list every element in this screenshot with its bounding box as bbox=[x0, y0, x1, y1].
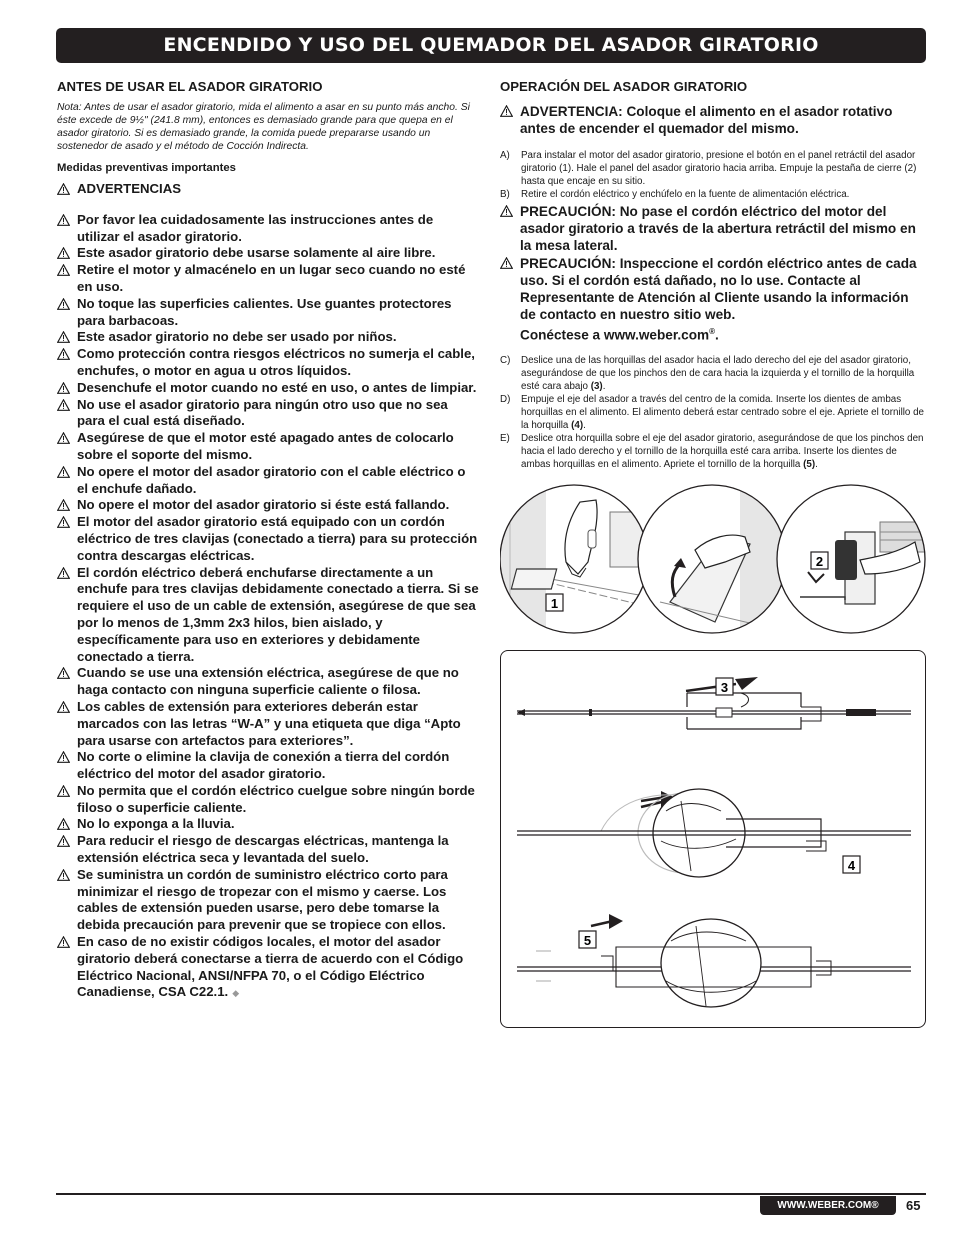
warning-item bbox=[57, 296, 479, 330]
caution-cord-routing-text: PRECAUCIÓN: No pase el cordón eléctrico del motor del asador giratorio a través de la abertura retráctil del mismo en la mesa lateral. bbox=[520, 204, 916, 253]
warning-item bbox=[57, 699, 479, 749]
warning-triangle-icon bbox=[57, 264, 70, 276]
warning-triangle-icon bbox=[57, 348, 70, 360]
callout-ref: (3) bbox=[590, 380, 603, 392]
warning-triangle-icon bbox=[57, 835, 70, 847]
step-a-text: Para instalar el motor del asador giratorio, presione el botón en el panel retráctil del asador giratorio (1). Hale el panel del asador giratorio hacia arriba. Empuje la pestaña de cierre (2) hasta que encaje en su sitio. bbox=[521, 150, 917, 187]
warning-triangle-icon bbox=[57, 751, 70, 763]
step-a bbox=[500, 149, 926, 188]
caution-cord-routing bbox=[500, 203, 926, 254]
page-title: ENCENDIDO Y USO DEL QUEMADOR DEL ASADOR GIRATORIO bbox=[56, 28, 926, 63]
spit-forks-illustration bbox=[500, 650, 926, 1028]
warning-item-text: En caso de no existir códigos locales, el motor del asador giratorio deberá conectarse a tierra de acuerdo con el Código Eléctrico Nacional, ANSI/NFPA 70, o el Código Eléctrico Canadiense, CSA C22.1. bbox=[77, 934, 464, 1000]
warning-triangle-icon bbox=[57, 214, 70, 226]
warning-triangle-icon bbox=[500, 205, 513, 217]
step-d bbox=[500, 393, 926, 432]
warning-item-text: No permita que el cordón eléctrico cuelgue sobre ningún borde filoso o superficie caliente. bbox=[77, 782, 475, 815]
warning-triangle-icon bbox=[57, 466, 70, 478]
warning-item bbox=[57, 867, 479, 934]
warning-item-text: No opere el motor del asador giratorio si éste está fallando. bbox=[77, 497, 450, 513]
warning-item-text: No use el asador giratorio para ningún otro uso que no sea para el cual está diseñado. bbox=[77, 396, 448, 429]
warning-item bbox=[57, 346, 479, 380]
step-letter: C) bbox=[500, 354, 511, 366]
weber-website-link[interactable]: Conéctese a www.weber.com bbox=[520, 327, 710, 343]
page-number: 65 bbox=[906, 1198, 921, 1213]
section-title-operation: OPERACIÓN DEL ASADOR GIRATORIO bbox=[500, 79, 748, 94]
warning-item bbox=[57, 212, 479, 246]
step-c-text: Deslice una de las horquillas del asador hacia el lado derecho del eje del asador giratorio, asegurándose de que los pinchos den de cara hacia la izquierda y el tornillo de la horquilla esté cara abajo bbox=[521, 354, 915, 392]
warning-item-text: No lo exponga a la lluvia. bbox=[77, 816, 235, 832]
warning-item-text: Los cables de extensión para exteriores deberán estar marcados con las letras “W-A” y una etiqueta que diga “Apto para usarse con artefactos para exteriores”. bbox=[77, 698, 461, 748]
warning-item bbox=[57, 397, 479, 431]
step-e-text: Deslice otra horquilla sobre el eje del asador giratorio, asegurándose de que los pinchos den hacia el lado derecho y el tornillo de la horquilla esté cara arriba. Inserte los dientes de ambas horquillas en el alimento. Apriete el tornillo de la horquilla bbox=[521, 432, 924, 470]
warning-item bbox=[57, 665, 479, 699]
warning-triangle-icon bbox=[57, 247, 70, 259]
warning-triangle-icon bbox=[57, 667, 70, 679]
warning-item bbox=[57, 783, 479, 817]
warning-item bbox=[57, 464, 479, 498]
warning-item-text: Desenchufe el motor cuando no esté en uso, o antes de limpiar. bbox=[77, 379, 477, 395]
warnings-heading-text: ADVERTENCIAS bbox=[77, 181, 182, 196]
fork-on-spit-detail bbox=[517, 677, 911, 729]
period: . bbox=[715, 327, 719, 343]
warning-item-text: Este asador giratorio debe usarse solamente al aire libre. bbox=[77, 245, 436, 261]
warning-triangle-icon bbox=[57, 298, 70, 310]
warning-triangle-icon bbox=[57, 331, 70, 343]
food-on-spit-detail bbox=[517, 789, 911, 877]
second-fork-detail bbox=[517, 914, 911, 1007]
warning-item-text: Asegúrese de que el motor esté apagado antes de colocarlo sobre el soporte del mismo. bbox=[77, 430, 454, 462]
warning-item-text: No corte o elimine la clavija de conexión a tierra del cordón eléctrico del motor del asador giratorio. bbox=[77, 749, 450, 782]
step-d-text: Empuje el eje del asador a través del centro de la comida. Inserte los dientes de ambas horquillas en el alimento. El alimento deberá estar centrado sobre el eje. Apriete el tornillo de la horquilla bbox=[521, 393, 924, 431]
preventive-measures-heading: Medidas preventivas importantes bbox=[57, 162, 236, 174]
warning-item bbox=[57, 262, 479, 296]
right-column bbox=[500, 79, 926, 471]
warning-item-text: Como protección contra riesgos eléctricos no sumerja el cable, enchufes, o motor en agua u otros líquidos. bbox=[77, 346, 475, 378]
warning-triangle-icon bbox=[500, 257, 513, 269]
warning-item-text: Retire el motor y almacénelo en un lugar seco cuando no esté en uso. bbox=[77, 262, 466, 294]
footer-rule bbox=[56, 1193, 926, 1195]
warning-item-text: No toque las superficies calientes. Use guantes protectores para barbacoas. bbox=[77, 295, 452, 328]
warning-triangle-icon bbox=[57, 567, 70, 579]
warning-triangle-icon bbox=[500, 105, 513, 117]
warning-item-text: El cordón eléctrico deberá enchufarse directamente a un enchufe para tres clavijas debidamente conectado a tierra. Si se requiere el uso de un cable de extensión, asegúrese de que sea por lo menos de 1,3mm 2x3 hilos, bien aislado, y específicamente para uso en exteriores y debidamente conectado a tierra. bbox=[77, 564, 479, 664]
warning-triangle-icon bbox=[57, 516, 70, 528]
warning-triangle-icon bbox=[57, 701, 70, 713]
warning-item bbox=[57, 514, 479, 564]
warning-food-first-text: ADVERTENCIA: Coloque el alimento en el asador rotativo antes de encender el quemador del mismo. bbox=[520, 104, 893, 136]
step-b bbox=[500, 188, 926, 201]
registered-mark: ® bbox=[709, 327, 716, 336]
caution-cord-inspect-text: PRECAUCIÓN: Inspeccione el cordón eléctrico antes de cada uso. Si el cordón está dañado, no lo use. Contacte al Representante de Atención al Cliente usando la información de contacto en nuestro sitio web. bbox=[520, 256, 917, 322]
step-e bbox=[500, 432, 926, 471]
warnings-heading bbox=[57, 181, 479, 198]
end-of-section-diamond-icon: ◆ bbox=[232, 988, 240, 999]
step-letter: E) bbox=[500, 432, 510, 444]
callout-2: 2 bbox=[815, 554, 824, 569]
warning-item bbox=[57, 816, 479, 833]
warning-triangle-icon bbox=[57, 499, 70, 511]
warning-item-text: No opere el motor del asador giratorio con el cable eléctrico o el enchufe dañado. bbox=[77, 463, 466, 496]
callout-ref: (5) bbox=[803, 458, 816, 470]
section-title-before-use: ANTES DE USAR EL ASADOR GIRATORIO bbox=[57, 79, 323, 94]
spit-forks-drawing bbox=[501, 651, 926, 1028]
warning-triangle-icon bbox=[57, 869, 70, 881]
step-b-text: Retire el cordón eléctrico y enchúfelo en la fuente de alimentación eléctrica. bbox=[521, 189, 850, 200]
warning-item bbox=[57, 934, 479, 1002]
measurement-note: Nota: Antes de usar el asador giratorio, mida el alimento a asar en su punto más ancho. Si éste excede de 9½" (241.8 mm), entonces es demasiado grande para que quepa en el asador giratorio. Si es demasiado grande, la comida puede prepararse usando un sostenedor de asado y el método de Cocción Indirecta. bbox=[57, 102, 470, 152]
callout-1: 1 bbox=[550, 596, 559, 611]
warning-item-text: Por favor lea cuidadosamente las instrucciones antes de utilizar el asador giratorio. bbox=[77, 211, 434, 244]
warning-triangle-icon bbox=[57, 399, 70, 411]
warning-item bbox=[57, 329, 479, 346]
warning-triangle-icon bbox=[57, 432, 70, 444]
callout-5: 5 bbox=[583, 933, 592, 948]
step-letter: D) bbox=[500, 393, 511, 405]
left-column bbox=[57, 79, 479, 1002]
warning-item-text: Se suministra un cordón de suministro eléctrico corto para minimizar el riesgo de tropezar con el mismo y caerse. Los cables de extensión pueden usarse, pero debe tomarse la debida precaución para prevenir que se tropiece con ellos. bbox=[77, 866, 448, 933]
warning-item-text: El motor del asador giratorio está equipado con un cordón eléctrico de tres clavijas (conectado a tierra) para su protección contra descargas eléctricas. bbox=[77, 514, 478, 563]
callout-3: 3 bbox=[720, 680, 729, 695]
callout-ref: (4) bbox=[571, 419, 584, 431]
period: . bbox=[602, 380, 606, 392]
warning-triangle-icon bbox=[57, 936, 70, 948]
warning-triangle-icon bbox=[57, 785, 70, 797]
warning-triangle-icon bbox=[57, 382, 70, 394]
footer-website[interactable]: WWW.WEBER.COM® bbox=[760, 1196, 896, 1215]
warning-item-text: Cuando se use una extensión eléctrica, asegúrese de que no haga contacto con ninguna superficie caliente o filosa. bbox=[77, 665, 459, 698]
warning-item bbox=[57, 430, 479, 464]
warning-list bbox=[57, 212, 479, 1002]
rotisserie-install-illustration bbox=[500, 482, 926, 640]
warning-item bbox=[57, 833, 479, 867]
warning-food-first bbox=[500, 103, 926, 137]
warning-item bbox=[57, 497, 479, 514]
warning-item-text: Para reducir el riesgo de descargas eléctricas, mantenga la extensión eléctrica seca y levantada del suelo. bbox=[77, 833, 449, 866]
period: . bbox=[583, 419, 586, 431]
warning-item bbox=[57, 565, 479, 666]
warning-item bbox=[57, 245, 479, 262]
warning-item bbox=[57, 749, 479, 783]
warning-item-text: Este asador giratorio no debe ser usado por niños. bbox=[77, 329, 397, 345]
caution-cord-inspect bbox=[500, 255, 926, 344]
period: . bbox=[815, 458, 818, 470]
step-letter: A) bbox=[500, 150, 510, 161]
step-letter: B) bbox=[500, 189, 510, 200]
warning-item bbox=[57, 380, 479, 397]
warning-triangle-icon bbox=[57, 818, 70, 830]
callout-4: 4 bbox=[847, 858, 856, 873]
step-c bbox=[500, 354, 926, 393]
warning-triangle-icon bbox=[57, 183, 70, 195]
